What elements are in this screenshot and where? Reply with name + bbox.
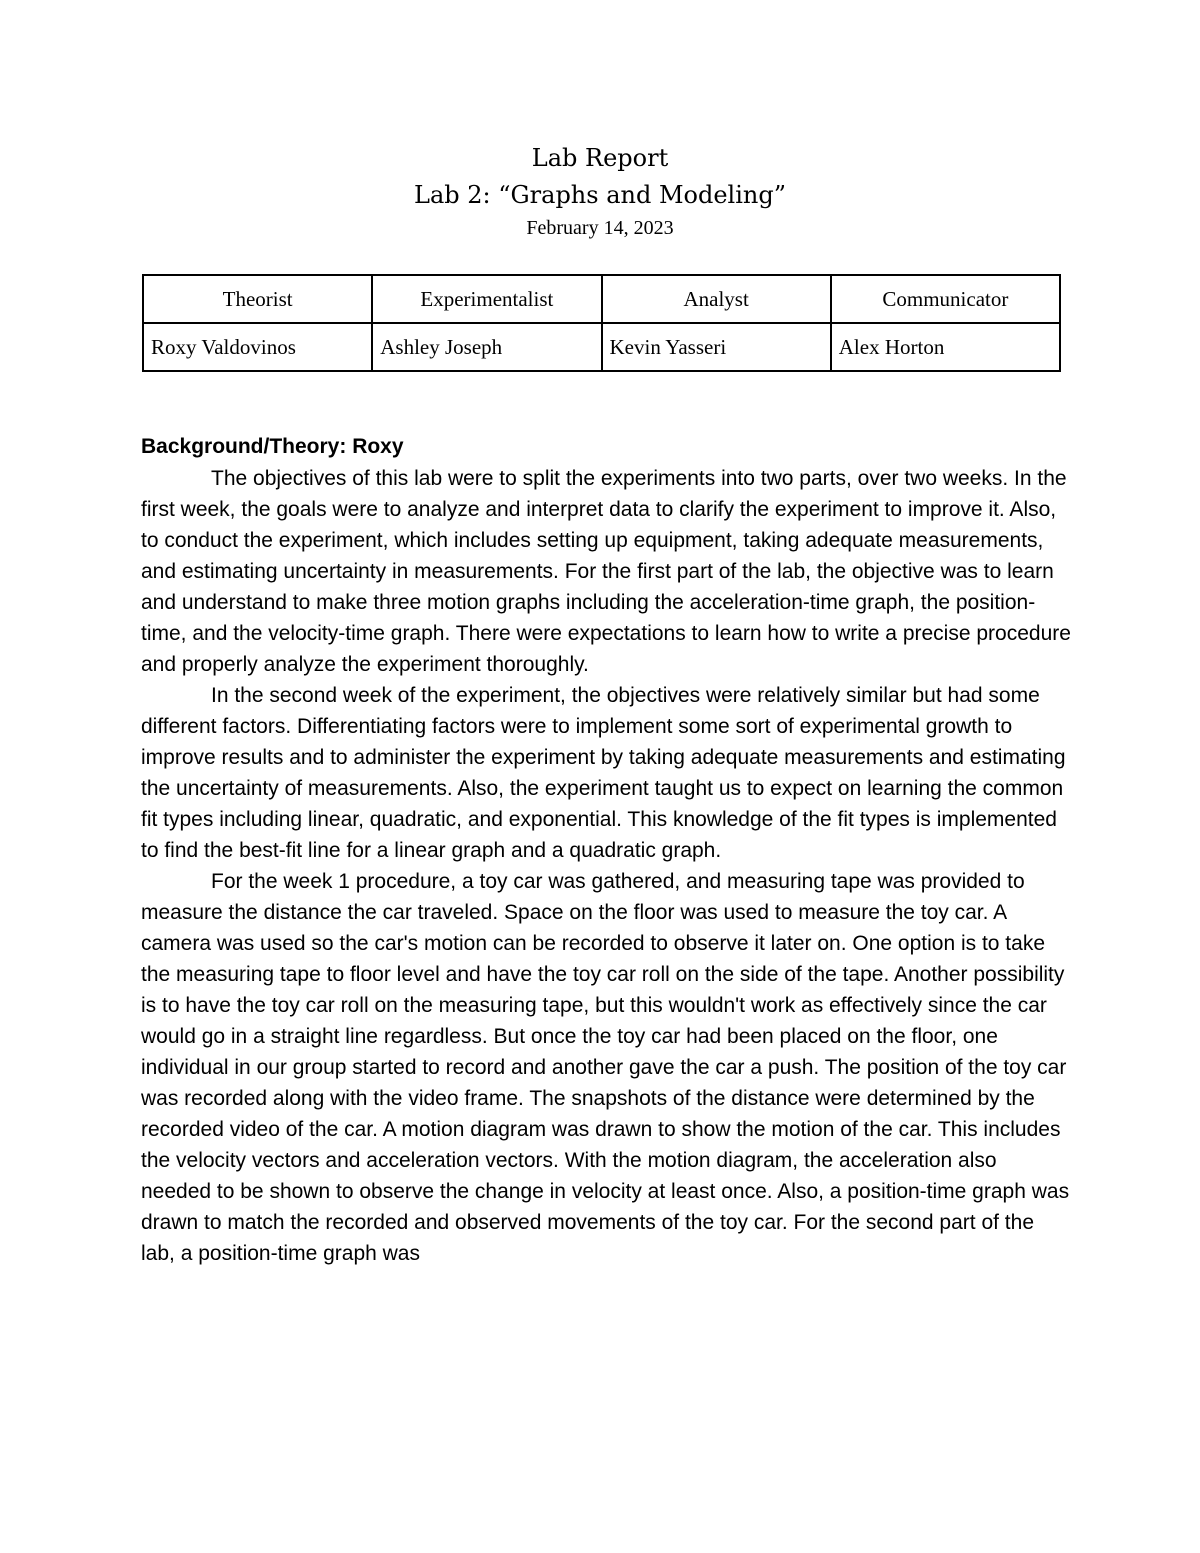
role-header-theorist: Theorist: [143, 275, 372, 323]
role-name-experimentalist: Ashley Joseph: [372, 323, 601, 371]
roles-table: [142, 274, 1061, 372]
paragraph: The objectives of this lab were to split the experiments into two parts, over two weeks. In the first week, the goals were to analyze and interpret data to clarify the experiment to improve it. Also, to conduct the experiment, which includes setting up equipment, taking adequate measurements, and estimating uncertainty in measurements. For the first part of the lab, the objective was to learn and understand to make three motion graphs including the acceleration-time graph, the position-time, and the velocity-time graph. There were expectations to learn how to write a precise procedure and properly analyze the experiment thoroughly.: [141, 467, 1071, 676]
section-heading-background: Background/Theory: Roxy: [141, 435, 404, 458]
paragraph: For the week 1 procedure, a toy car was gathered, and measuring tape was provided to measure the distance the car traveled. Space on the floor was used to measure the toy car. A camera was used so the car's motion can be recorded to observe it later on. One option is to take the measuring tape to floor level and have the toy car roll on the side of the tape. Another possibility is to have the toy car roll on the measuring tape, but this wouldn't work as effectively since the car would go in a straight line regardless. But once the toy car had been placed on the floor, one individual in our group started to record and another gave the car a push. The position of the toy car was recorded along with the video frame. The snapshots of the distance were determined by the recorded video of the car. A motion diagram was drawn to show the motion of the car. This includes the velocity vectors and acceleration vectors. With the motion diagram, the acceleration also needed to be shown to observe the change in velocity at least once. Also, a position-time graph was drawn to match the recorded and observed movements of the toy car. For the second part of the lab, a position-time graph was: [141, 870, 1070, 1265]
role-name-theorist: Roxy Valdovinos: [143, 323, 372, 371]
role-header-analyst: Analyst: [602, 275, 831, 323]
role-header-experimentalist: Experimentalist: [372, 275, 601, 323]
report-date: February 14, 2023: [526, 217, 674, 239]
report-title: Lab Report: [531, 144, 669, 172]
role-name-analyst: Kevin Yasseri: [602, 323, 831, 371]
background-body: [141, 463, 1071, 1269]
roles-names-row: [143, 323, 1060, 371]
roles-header-row: [143, 275, 1060, 323]
role-name-communicator: Alex Horton: [831, 323, 1060, 371]
report-subtitle: Lab 2: “Graphs and Modeling”: [414, 181, 786, 209]
role-header-communicator: Communicator: [831, 275, 1060, 323]
paragraph: In the second week of the experiment, the objectives were relatively similar but had some different factors. Differentiating factors were to implement some sort of experimental growth to improve results and to administer the experiment by taking adequate measurements and estimating the uncertainty of measurements. Also, the experiment taught us to expect on learning the common fit types including linear, quadratic, and exponential. This knowledge of the fit types is implemented to find the best-fit line for a linear graph and a quadratic graph.: [141, 684, 1066, 862]
